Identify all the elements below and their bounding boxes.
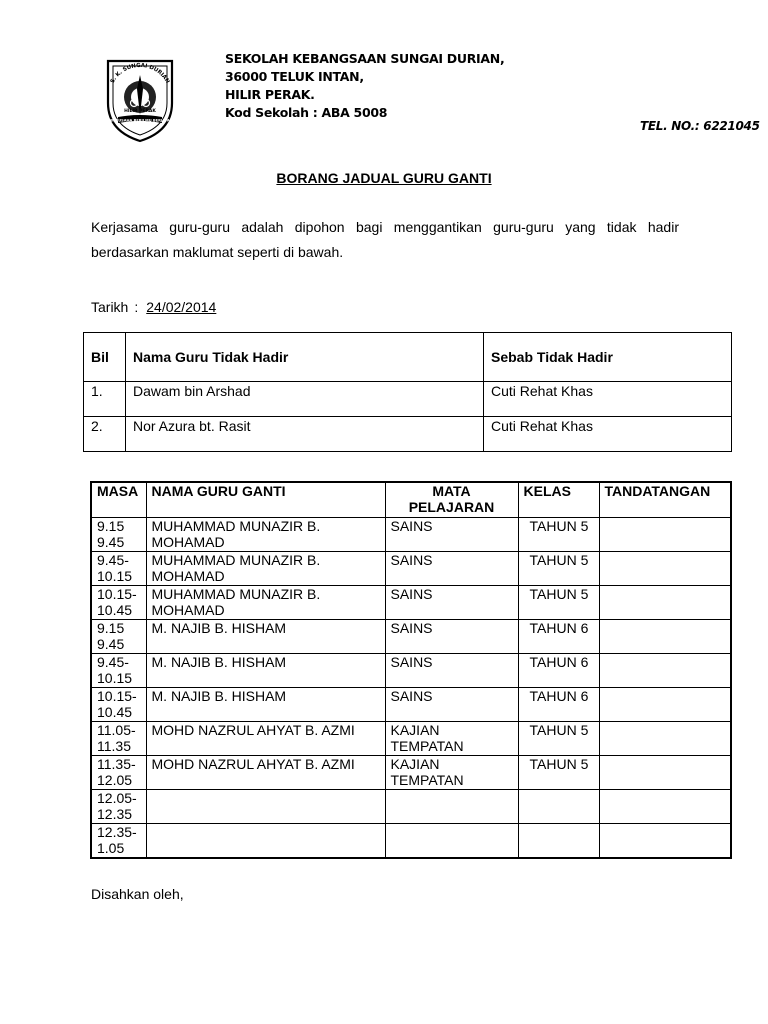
header-nama-guru-ganti: NAMA GURU GANTI bbox=[146, 482, 385, 518]
cell-teacher-name: Dawam bin Arshad bbox=[126, 382, 484, 417]
approved-by-label: Disahkan oleh, bbox=[91, 886, 184, 902]
table-row bbox=[91, 688, 731, 722]
cell-signature bbox=[599, 654, 731, 688]
form-title: BORANG JADUAL GURU GANTI bbox=[276, 170, 492, 186]
cell-masa: 12.05-12.35 bbox=[91, 790, 146, 824]
cell-relief-teacher: M. NAJIB B. HISHAM bbox=[146, 688, 385, 722]
cell-masa: 11.05-11.35 bbox=[91, 722, 146, 756]
table-row bbox=[84, 382, 732, 417]
table-row bbox=[91, 722, 731, 756]
cell-relief-teacher: MOHD NAZRUL AHYAT B. AZMI bbox=[146, 722, 385, 756]
cell-relief-teacher: M. NAJIB B. HISHAM bbox=[146, 654, 385, 688]
cell-relief-teacher: MUHAMMAD MUNAZIR B. MOHAMAD bbox=[146, 552, 385, 586]
cell-subject: SAINS bbox=[385, 654, 518, 688]
table-row bbox=[91, 790, 731, 824]
cell-class: TAHUN 5 bbox=[518, 518, 599, 552]
header-masa: MASA bbox=[91, 482, 146, 518]
table-row bbox=[91, 824, 731, 859]
intro-paragraph: Kerjasama guru-guru adalah dipohon bagi menggantikan guru-guru yang tidak hadir berdasarkan maklumat seperti di bawah. bbox=[91, 219, 679, 260]
cell-bil: 1. bbox=[84, 382, 126, 417]
cell-signature bbox=[599, 756, 731, 790]
cell-signature bbox=[599, 518, 731, 552]
school-code: Kod Sekolah : ABA 5008 bbox=[225, 105, 388, 120]
cell-class: TAHUN 6 bbox=[518, 654, 599, 688]
cell-relief-teacher: MUHAMMAD MUNAZIR B. MOHAMAD bbox=[146, 518, 385, 552]
cell-class: TAHUN 5 bbox=[518, 552, 599, 586]
relief-schedule-table bbox=[90, 481, 732, 859]
cell-subject: SAINS bbox=[385, 552, 518, 586]
cell-masa: 9.45-10.15 bbox=[91, 654, 146, 688]
svg-text:BERUSAHA BERILMU BERJAYA: BERUSAHA BERILMU BERJAYA bbox=[110, 118, 170, 123]
cell-subject: SAINS bbox=[385, 586, 518, 620]
cell-masa: 10.15-10.45 bbox=[91, 586, 146, 620]
cell-class bbox=[518, 790, 599, 824]
cell-signature bbox=[599, 722, 731, 756]
cell-signature bbox=[599, 586, 731, 620]
cell-subject bbox=[385, 824, 518, 859]
table-row bbox=[91, 552, 731, 586]
cell-masa: 9.15 9.45 bbox=[91, 620, 146, 654]
cell-signature bbox=[599, 688, 731, 722]
cell-class: TAHUN 5 bbox=[518, 586, 599, 620]
header-tandatangan: TANDATANGAN bbox=[599, 482, 731, 518]
table-row bbox=[91, 620, 731, 654]
header-sebab-tidak-hadir: Sebab Tidak Hadir bbox=[484, 333, 732, 382]
cell-class: TAHUN 5 bbox=[518, 756, 599, 790]
svg-text:S. K. SUNGAI DURIAN: S. K. SUNGAI DURIAN bbox=[109, 62, 171, 85]
cell-subject: KAJIAN TEMPATAN bbox=[385, 722, 518, 756]
cell-masa: 12.35-1.05 bbox=[91, 824, 146, 859]
header-mata-pelajaran: MATA PELAJARAN bbox=[385, 482, 518, 518]
table-row bbox=[91, 654, 731, 688]
absent-teachers-table bbox=[83, 332, 732, 452]
cell-reason: Cuti Rehat Khas bbox=[484, 382, 732, 417]
school-postcode-city: 36000 TELUK INTAN, bbox=[225, 69, 364, 84]
header-bil: Bil bbox=[84, 333, 126, 382]
cell-subject: KAJIAN TEMPATAN bbox=[385, 756, 518, 790]
date-value: 24/02/2014 bbox=[146, 299, 217, 315]
absent-table-header bbox=[84, 333, 732, 382]
cell-reason: Cuti Rehat Khas bbox=[484, 417, 732, 452]
school-address-block bbox=[225, 50, 504, 122]
table-row bbox=[91, 586, 731, 620]
cell-class bbox=[518, 824, 599, 859]
cell-masa: 9.45-10.15 bbox=[91, 552, 146, 586]
cell-relief-teacher bbox=[146, 824, 385, 859]
date-label: Tarikh bbox=[91, 299, 129, 315]
cell-subject: SAINS bbox=[385, 518, 518, 552]
table-row bbox=[91, 518, 731, 552]
header-kelas: KELAS bbox=[518, 482, 599, 518]
cell-signature bbox=[599, 552, 731, 586]
date-line bbox=[91, 299, 216, 315]
cell-signature bbox=[599, 790, 731, 824]
cell-signature bbox=[599, 620, 731, 654]
cell-relief-teacher: MUHAMMAD MUNAZIR B. MOHAMAD bbox=[146, 586, 385, 620]
cell-class: TAHUN 6 bbox=[518, 688, 599, 722]
school-name: SEKOLAH KEBANGSAAN SUNGAI DURIAN, bbox=[225, 51, 505, 66]
cell-subject: SAINS bbox=[385, 620, 518, 654]
cell-subject: SAINS bbox=[385, 688, 518, 722]
cell-signature bbox=[599, 824, 731, 859]
schedule-table-header bbox=[91, 482, 731, 518]
cell-class: TAHUN 5 bbox=[518, 722, 599, 756]
cell-relief-teacher: M. NAJIB B. HISHAM bbox=[146, 620, 385, 654]
cell-teacher-name: Nor Azura bt. Rasit bbox=[126, 417, 484, 452]
cell-subject bbox=[385, 790, 518, 824]
cell-masa: 10.15-10.45 bbox=[91, 688, 146, 722]
svg-text:HILIR PERAK: HILIR PERAK bbox=[124, 109, 156, 114]
school-district: HILIR PERAK. bbox=[225, 87, 315, 102]
table-row bbox=[84, 417, 732, 452]
cell-relief-teacher bbox=[146, 790, 385, 824]
cell-bil: 2. bbox=[84, 417, 126, 452]
cell-masa: 9.15 9.45 bbox=[91, 518, 146, 552]
header-nama-guru-tidak-hadir: Nama Guru Tidak Hadir bbox=[126, 333, 484, 382]
telephone-number: TEL. NO.: 6221045 bbox=[640, 119, 760, 133]
cell-masa: 11.35-12.05 bbox=[91, 756, 146, 790]
school-crest-logo bbox=[96, 55, 184, 145]
date-separator: : bbox=[134, 299, 139, 315]
cell-class: TAHUN 6 bbox=[518, 620, 599, 654]
table-row bbox=[91, 756, 731, 790]
cell-relief-teacher: MOHD NAZRUL AHYAT B. AZMI bbox=[146, 756, 385, 790]
